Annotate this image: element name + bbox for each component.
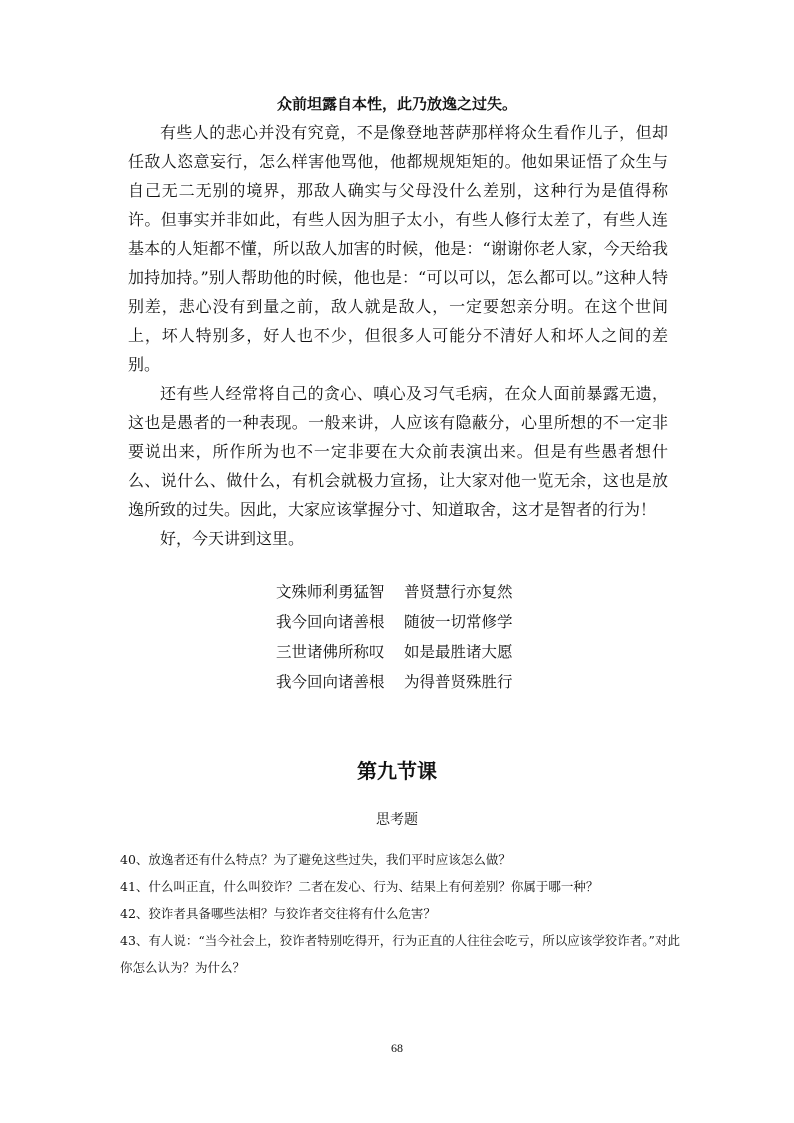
verse-line	[276, 637, 576, 667]
body-text	[128, 118, 668, 553]
verse-phrase: 文殊师利勇猛智	[276, 583, 385, 601]
page-number: 68	[391, 1041, 403, 1055]
verse-phrase: 为得普贤殊胜行	[404, 673, 513, 691]
paragraph: 好，今天讲到这里。	[160, 529, 305, 548]
verse-phrase: 如是最胜诸大愿	[404, 643, 513, 661]
verse-heading: 众前坦露自本性，此乃放逸之过失。	[276, 95, 517, 113]
verse-phrase: 随彼一切常修学	[404, 613, 513, 631]
verse-phrase: 三世诸佛所称叹	[276, 643, 385, 661]
question-item: 41、什么叫正直，什么叫狡诈？二者在发心、行为、结果上有何差别？你属于哪一种？	[120, 879, 599, 894]
verse-phrase: 普贤慧行亦复然	[404, 583, 513, 601]
paragraph: 还有些人经常将自己的贪心、嗔心及习气毛病，在众人面前暴露无遗，这也是愚者的一种表现。一般来讲，人应该有隐蔽分，心里所想的不一定非要说出来，所作所为也不一定非要在大众前表演出来。但是有些愚者想什么、说什么、做什么，有机会就极力宣扬，让大家对他一览无余，这也是放逸所致的过失。因此，大家应该掌握分寸、知道取舍，这才是智者的行为！	[128, 384, 668, 519]
verse-line	[276, 667, 576, 697]
questions-list	[120, 846, 680, 981]
verse-line	[276, 577, 576, 607]
verse-phrase: 我今回向诸善根	[276, 673, 385, 691]
question-item: 40、放逸者还有什么特点？为了避免这些过失，我们平时应该怎么做？	[120, 852, 511, 867]
question-item: 43、有人说：“当今社会上，狡诈者特别吃得开，行为正直的人往往会吃亏，所以应该学狡诈者。”对此你怎么认为？为什么？	[120, 933, 680, 975]
paragraph: 有些人的悲心并没有究竟，不是像登地菩萨那样将众生看作儿子，但却任敌人恣意妄行，怎么样害他骂他，他都规规矩矩的。他如果证悟了众生与自己无二无别的境界，那敌人确实与父母没什么差别，这种行为是值得称许。但事实并非如此，有些人因为胆子太小，有些人修行太差了，有些人连基本的人矩都不懂，所以敌人加害的时候，他是：“谢谢你老人家，今天给我加持加持。”别人帮助他的时候，他也是：“可以可以，怎么都可以。”这种人特别差，悲心没有到量之前，敌人就是敌人，一定要恕亲分明。在这个世间上，坏人特别多，好人也不少，但很多人可能分不清好人和坏人之间的差别。	[128, 123, 668, 374]
verse-line	[276, 607, 576, 637]
question-item: 42、狡诈者具备哪些法相？与狡诈者交往将有什么危害？	[120, 906, 436, 921]
lesson-title: 第九节课	[357, 759, 437, 783]
dedication-verses	[276, 577, 576, 697]
verse-phrase: 我今回向诸善根	[276, 613, 385, 631]
questions-title: 思考题	[376, 812, 418, 828]
